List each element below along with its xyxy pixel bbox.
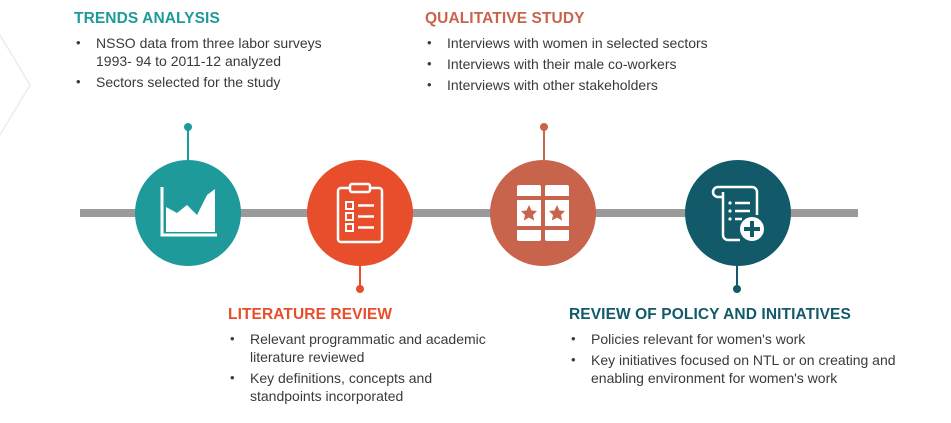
qualitative-study-block [425,10,765,97]
literature-review-circle [307,160,413,266]
trends-analysis-block [74,10,374,94]
connector-line-trends [187,128,189,160]
policy-review-circle [685,160,791,266]
literature-review-block [228,306,528,408]
list-item: • Interviews with other stakeholders [425,76,765,94]
books-star-icon [513,182,573,244]
area-chart-icon [157,185,219,241]
list-item: • Key initiatives focused on NTL or on creating and enabling environment for women's work [569,351,911,387]
decorative-chevron [0,30,36,140]
trends-analysis-list [74,34,374,91]
policy-review-title: REVIEW OF POLICY AND INITIATIVES [569,306,851,323]
list-item: • Interviews with women in selected sectors [425,34,765,52]
list-item: • Policies relevant for women's work [569,330,909,348]
connector-dot-literature [356,285,364,293]
qualitative-study-title: QUALITATIVE STUDY [425,10,585,27]
trends-analysis-title: TRENDS ANALYSIS [74,10,220,27]
literature-review-title: LITERATURE REVIEW [228,306,393,323]
policy-scroll-plus-icon [708,181,768,245]
list-item: • Interviews with their male co-workers [425,55,765,73]
list-item: • Sectors selected for the study [74,73,374,91]
policy-review-block [569,306,909,390]
qualitative-study-list [425,34,765,94]
policy-review-list [569,330,909,387]
connector-dot-policy [733,285,741,293]
list-item: • Key definitions, concepts and standpoints incorporated [228,369,490,405]
literature-review-list [228,330,528,405]
clipboard-checklist-icon [334,182,386,244]
list-item: • Relevant programmatic and academic literature reviewed [228,330,530,366]
trends-analysis-circle [135,160,241,266]
list-item: • NSSO data from three labor surveys 1993- 94 to 2011-12 analyzed [74,34,336,70]
qualitative-study-circle [490,160,596,266]
connector-line-qualitative [543,128,545,160]
